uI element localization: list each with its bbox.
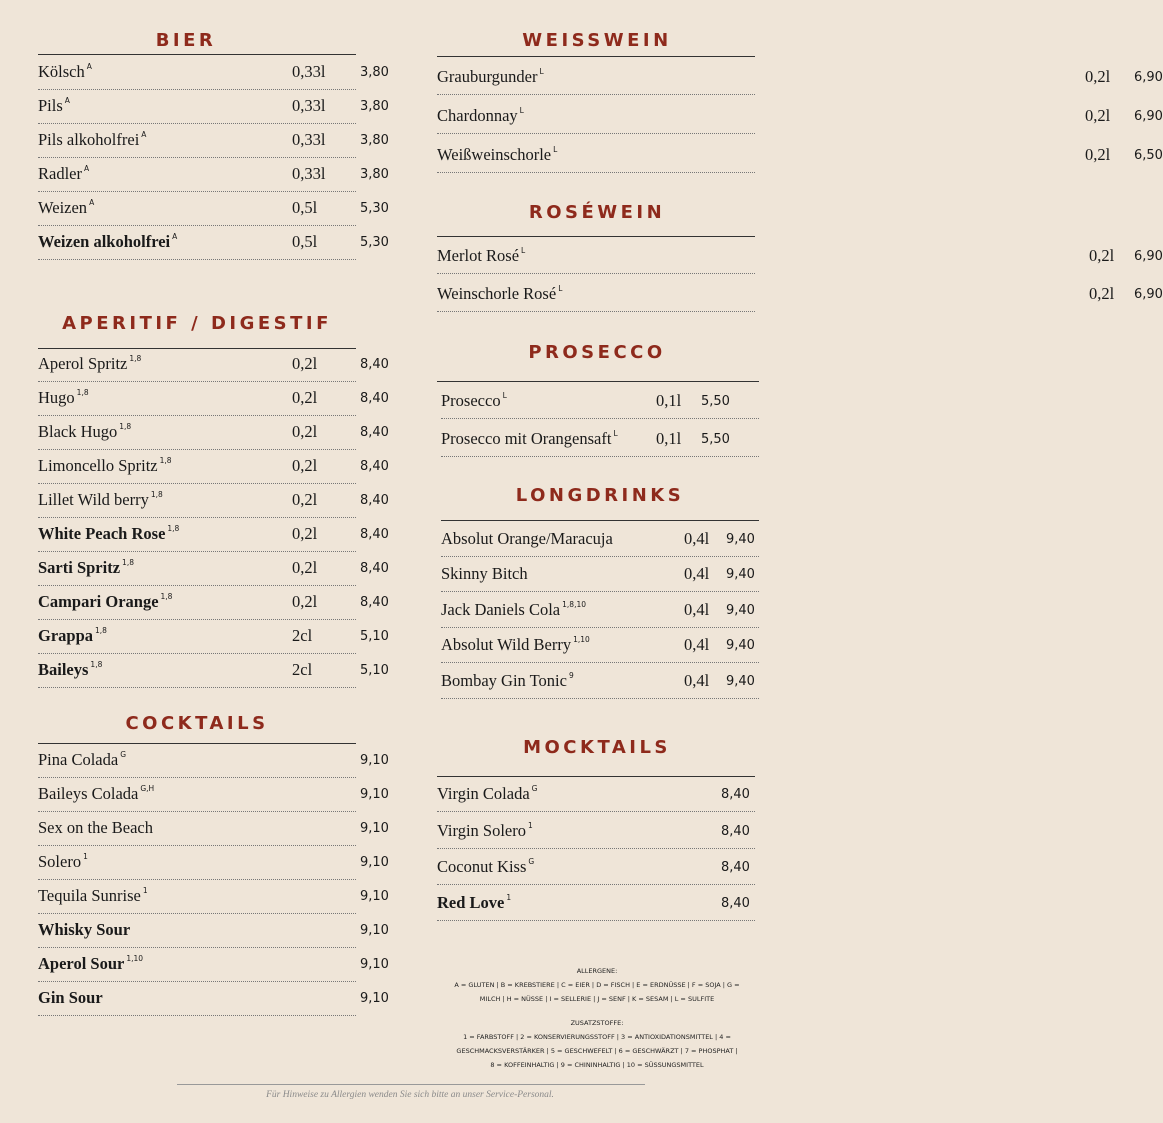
allergen-note: 1,8	[160, 592, 173, 601]
item-name	[38, 920, 130, 940]
item-price: 8,40	[360, 425, 389, 440]
menu-item	[38, 518, 389, 552]
allergen-note: 1	[506, 893, 512, 903]
item-size: 0,2l	[292, 422, 318, 441]
allergen-note: L	[553, 145, 558, 154]
item-price: 9,40	[726, 567, 755, 583]
item-price: 5,30	[360, 235, 389, 250]
allergen-note: 1,8	[76, 388, 89, 397]
allergen-note: 1,8	[119, 422, 132, 431]
section-title-cocktails: COCKTAILS	[125, 713, 269, 734]
item-price: 5,50	[701, 394, 730, 409]
item-size: 0,2l	[292, 490, 318, 509]
item-price: 8,40	[360, 357, 389, 372]
item-name	[38, 988, 103, 1008]
item-size: 0,2l	[1089, 284, 1115, 303]
section-title-aperitif-digestif: APERITIF / DIGESTIF	[62, 313, 332, 334]
item-name-text: Limoncello Spritz	[38, 456, 158, 475]
allergen-note: G	[531, 784, 538, 794]
item-name-text: Skinny Bitch	[441, 564, 528, 584]
item-name-text: Aperol Spritz	[38, 354, 128, 373]
item-name	[437, 284, 562, 304]
item-name-text: Prosecco mit Orangensaft	[441, 429, 612, 448]
item-name	[38, 198, 94, 218]
item-size: 0,2l	[292, 592, 318, 611]
menu-item	[38, 778, 389, 812]
item-name	[38, 490, 163, 510]
section-rule	[38, 54, 356, 55]
item-price: 6,50	[1134, 148, 1163, 163]
item-name-text: Weizen	[38, 198, 88, 217]
item-name-text: Grappa	[38, 626, 94, 645]
item-size: 0,5l	[292, 232, 318, 251]
allergen-note: L	[558, 284, 563, 293]
item-size: 0,5l	[292, 198, 318, 217]
item-name-text: Gin Sour	[38, 988, 103, 1007]
menu-item	[38, 226, 389, 260]
item-price: 6,90	[1134, 109, 1163, 124]
item-name-text: Chardonnay	[437, 106, 518, 125]
item-name-text: Campari Orange	[38, 592, 159, 611]
item-size: 0,2l	[292, 456, 318, 475]
item-price: 9,10	[360, 821, 389, 836]
item-price: 8,40	[360, 493, 389, 508]
menu-item	[437, 274, 1163, 312]
item-name	[38, 232, 177, 252]
allergen-note: 1,8	[129, 354, 142, 363]
additives-line: 8 = KOFFEINHALTIG | 9 = CHININHALTIG | 10 = SÜSSUNGSMITTEL	[490, 1061, 704, 1069]
item-price: 8,40	[360, 527, 389, 542]
item-name	[38, 818, 153, 838]
item-price: 9,10	[360, 957, 389, 972]
item-size: 0,4l	[684, 599, 710, 619]
menu-item	[437, 776, 755, 812]
allergen-note: L	[613, 429, 618, 438]
item-price: 9,10	[360, 855, 389, 870]
item-name	[38, 750, 126, 770]
item-price: 5,10	[360, 663, 389, 678]
allergen-note: 1,8	[159, 456, 172, 465]
item-size: 0,2l	[1085, 106, 1111, 125]
item-name	[38, 784, 154, 804]
item-name	[441, 564, 528, 584]
item-name	[38, 592, 172, 612]
item-name-text: Coconut Kiss	[437, 856, 527, 876]
item-name	[437, 893, 511, 913]
allergen-note: 1	[142, 886, 148, 895]
allergen-note: A	[172, 232, 178, 241]
item-size: 0,2l	[1089, 246, 1115, 265]
item-name	[38, 96, 70, 116]
item-size: 0,4l	[684, 635, 710, 655]
allergen-legend	[437, 964, 757, 1006]
allergens-line: MILCH | H = NÜSSE | I = SELLERIE | J = SENF | K = SESAM | L = SULFITE	[479, 995, 715, 1003]
allergen-note: A	[86, 62, 92, 71]
allergens-title: ALLERGENE:	[576, 967, 618, 975]
allergen-note: 1,8	[167, 524, 180, 533]
footer-note: Für Hinweise zu Allergien wenden Sie sich bitte an unser Service-Personal.	[266, 1090, 554, 1100]
item-name	[38, 164, 89, 184]
menu-item	[38, 654, 389, 688]
item-price: 9,10	[360, 889, 389, 904]
item-name	[437, 246, 525, 266]
menu-item	[38, 158, 389, 192]
item-size: 0,2l	[292, 388, 318, 407]
menu-item	[38, 90, 389, 124]
item-size: 0,33l	[292, 164, 326, 183]
item-price: 9,40	[726, 638, 755, 654]
menu-item	[441, 628, 759, 664]
menu-item	[38, 812, 389, 846]
allergen-note: A	[141, 130, 147, 139]
item-name-text: Grauburgunder	[437, 67, 538, 86]
section-title-longdrinks: LONGDRINKS	[515, 485, 685, 506]
item-name-text: Jack Daniels Cola	[441, 599, 561, 619]
item-size: 0,2l	[1085, 67, 1111, 86]
item-price: 8,40	[360, 595, 389, 610]
item-price: 8,40	[721, 859, 750, 875]
item-name	[38, 422, 131, 442]
section-title-rosewein: ROSÉWEIN	[528, 202, 666, 223]
item-name-text: Merlot Rosé	[437, 246, 520, 265]
item-name-text: Weißweinschorle	[437, 145, 552, 164]
footer-divider	[177, 1084, 645, 1085]
additives-line: 1 = FARBSTOFF | 2 = KONSERVIERUNGSSTOFF | 3 = ANTIOXIDATIONSMITTEL | 4 =	[463, 1033, 731, 1041]
item-size: 0,4l	[684, 564, 710, 584]
menu-item	[38, 982, 389, 1016]
menu-item	[437, 812, 755, 848]
item-name	[437, 67, 544, 87]
item-price: 3,80	[360, 167, 389, 182]
menu-item	[38, 124, 389, 158]
item-name-text: Virgin Solero	[437, 820, 526, 840]
item-price: 9,10	[360, 923, 389, 938]
item-price: 6,90	[1134, 70, 1163, 85]
item-price: 8,40	[721, 823, 750, 839]
item-size: 0,33l	[292, 96, 326, 115]
item-name-text: Sex on the Beach	[38, 818, 154, 837]
item-name-text: Sarti Spritz	[38, 558, 121, 577]
menu-item	[441, 592, 759, 628]
item-name-text: Pina Colada	[38, 750, 119, 769]
menu-item	[38, 880, 389, 914]
item-name	[38, 456, 172, 476]
allergen-note: 1	[528, 820, 533, 830]
item-name	[441, 391, 507, 411]
item-name-text: Weizen alkoholfrei	[38, 232, 171, 251]
menu-item	[38, 620, 389, 654]
section-title-mocktails: MOCKTAILS	[523, 737, 671, 758]
menu-item	[38, 56, 389, 90]
allergen-note: G	[120, 750, 127, 759]
item-name	[441, 671, 574, 691]
item-price: 9,10	[360, 787, 389, 802]
menu-item	[38, 586, 389, 620]
allergen-note: G	[528, 856, 535, 866]
item-size: 2cl	[292, 660, 313, 679]
allergen-note: 1,10	[573, 635, 590, 645]
menu-item	[38, 846, 389, 880]
menu-item	[437, 95, 1163, 134]
item-name	[38, 62, 92, 82]
allergen-note: L	[502, 391, 507, 400]
item-price: 5,10	[360, 629, 389, 644]
item-price: 3,80	[360, 65, 389, 80]
item-name	[441, 429, 618, 449]
item-size: 2cl	[292, 626, 313, 645]
menu-item	[437, 849, 755, 885]
item-price: 8,40	[721, 896, 750, 912]
allergen-note: A	[89, 198, 95, 207]
item-name	[38, 354, 141, 374]
menu-item	[437, 134, 1163, 173]
allergen-note: 1,8	[150, 490, 163, 499]
item-name-text: Solero	[38, 852, 82, 871]
allergen-note: 1,8	[122, 558, 134, 567]
item-name-text: Aperol Sour	[38, 954, 125, 973]
item-name-text: Virgin Colada	[437, 784, 530, 804]
item-name	[38, 388, 89, 408]
item-name-text: Bombay Gin Tonic	[441, 670, 567, 690]
item-name	[38, 886, 148, 906]
menu-item	[437, 885, 755, 921]
item-price: 3,80	[360, 133, 389, 148]
menu-item	[38, 348, 389, 382]
item-size: 0,1l	[656, 429, 682, 448]
item-size: 0,33l	[292, 62, 326, 81]
menu-item	[441, 381, 759, 419]
item-name-text: Absolut Orange/Maracuja	[441, 528, 613, 548]
item-price: 8,40	[721, 787, 750, 803]
item-price: 8,40	[360, 391, 389, 406]
item-name	[437, 784, 537, 804]
item-name-text: Radler	[38, 164, 82, 183]
allergen-note: A	[64, 96, 70, 105]
allergen-note: 9	[568, 670, 574, 680]
item-price: 5,50	[701, 432, 730, 447]
allergen-note: 1,8	[90, 660, 103, 669]
item-name	[38, 954, 143, 974]
item-name	[38, 558, 134, 578]
allergen-note: 1,8,10	[562, 599, 586, 609]
allergen-note: L	[521, 246, 526, 255]
item-size: 0,2l	[1085, 145, 1111, 164]
item-price: 9,40	[726, 602, 755, 618]
item-price: 6,90	[1134, 249, 1163, 264]
menu-item	[38, 744, 389, 778]
section-title-weisswein: WEISSWEIN	[522, 30, 672, 51]
item-name	[38, 524, 179, 544]
item-name	[38, 626, 107, 646]
allergen-note: 1	[83, 852, 88, 861]
section-title-bier: BIER	[155, 30, 217, 51]
item-name	[441, 600, 586, 620]
menu-item	[441, 557, 759, 593]
item-name	[437, 821, 533, 841]
item-name-text: Baileys Colada	[38, 784, 139, 803]
allergen-note: G,H	[140, 784, 155, 793]
menu-item	[38, 914, 389, 948]
item-name-text: Absolut Wild Berry	[441, 635, 572, 655]
menu-item	[38, 484, 389, 518]
item-name-text: Pils alkoholfrei	[38, 130, 140, 149]
item-price: 9,40	[726, 673, 755, 689]
item-name	[437, 857, 534, 877]
item-name-text: Whisky Sour	[38, 920, 131, 939]
menu-item	[441, 663, 759, 699]
item-price: 9,40	[726, 531, 755, 547]
item-name-text: Hugo	[38, 388, 75, 407]
item-name-text: Black Hugo	[38, 422, 118, 441]
menu-item	[38, 192, 389, 226]
allergen-note: 1,10	[126, 954, 144, 963]
item-name	[441, 529, 613, 549]
item-price: 9,10	[360, 753, 389, 768]
additives-title: ZUSATZSTOFFE:	[570, 1019, 624, 1027]
allergens-line: A = GLUTEN | B = KREBSTIERE | C = EIER | D = FISCH | E = ERDNÜSSE | F = SOJA | G =	[454, 981, 740, 989]
item-name-text: Lillet Wild berry	[38, 490, 149, 509]
item-size: 0,4l	[684, 670, 710, 690]
item-name	[437, 145, 557, 165]
item-name-text: Red Love	[437, 893, 505, 913]
item-name-text: Prosecco	[441, 391, 501, 410]
allergen-note: L	[539, 67, 544, 76]
section-title-prosecco: PROSECCO	[528, 342, 666, 363]
item-name-text: Weinschorle Rosé	[437, 284, 557, 303]
item-name-text: Baileys	[38, 660, 89, 679]
item-size: 0,2l	[292, 524, 318, 543]
additives-legend	[437, 1016, 757, 1072]
item-price: 3,80	[360, 99, 389, 114]
item-size: 0,1l	[656, 391, 682, 410]
item-price: 9,10	[360, 991, 389, 1006]
item-name	[38, 130, 146, 150]
item-name	[38, 660, 102, 680]
allergen-note: 1,8	[95, 626, 107, 635]
item-name	[437, 106, 524, 126]
item-name-text: White Peach Rose	[38, 524, 166, 543]
item-size: 0,2l	[292, 558, 318, 577]
additives-line: GESCHMACKSVERSTÄRKER | 5 = GESCHWEFELT | 6 = GESCHWÄRZT | 7 = PHOSPHAT |	[456, 1047, 738, 1055]
menu-item	[441, 521, 759, 557]
item-name	[38, 852, 88, 872]
item-name-text: Kölsch	[38, 62, 85, 81]
item-name-text: Pils	[38, 96, 63, 115]
menu-item	[437, 236, 1163, 274]
menu-item	[38, 552, 389, 586]
item-price: 6,90	[1134, 287, 1163, 302]
allergen-note: L	[519, 106, 524, 115]
item-price: 5,30	[360, 201, 389, 216]
allergen-note: A	[83, 164, 90, 173]
menu-item	[38, 416, 389, 450]
menu-item	[38, 948, 389, 982]
menu-item	[437, 56, 1163, 95]
item-name	[441, 635, 590, 655]
menu-item	[38, 450, 389, 484]
item-size: 0,33l	[292, 130, 326, 149]
item-name-text: Tequila Sunrise	[38, 886, 141, 905]
item-price: 8,40	[360, 561, 389, 576]
menu-item	[441, 419, 759, 457]
menu-item	[38, 382, 389, 416]
item-price: 8,40	[360, 459, 389, 474]
item-size: 0,4l	[684, 528, 710, 548]
item-size: 0,2l	[292, 354, 318, 373]
